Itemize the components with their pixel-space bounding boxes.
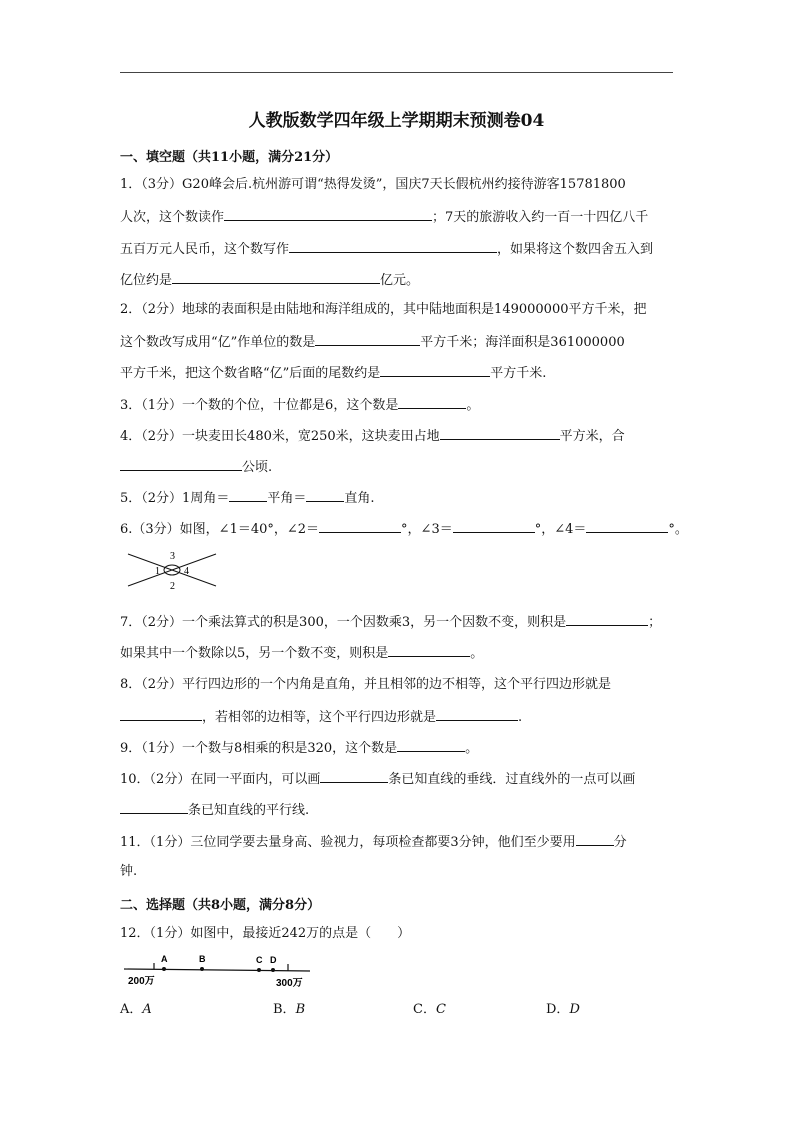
answer-blank[interactable] <box>172 270 380 284</box>
answer-blank[interactable] <box>397 738 465 752</box>
q2-line3: 平方千米，把这个数省略“亿”后面的尾数约是 平方千米. <box>120 363 546 383</box>
answer-blank[interactable] <box>436 707 518 721</box>
q7-line2: 如果其中一个数除以5，另一个数不变，则积是 。 <box>120 643 483 663</box>
answer-blank[interactable] <box>120 800 188 814</box>
answer-blank[interactable] <box>380 363 490 377</box>
point-a <box>162 967 166 971</box>
point-d <box>271 968 275 972</box>
point-label-d: D <box>270 955 277 965</box>
q1-line4: 亿位约是 亿元。 <box>120 270 419 290</box>
page-title: 人教版数学四年级上学期期末预测卷04 <box>248 111 545 131</box>
point-label-b: B <box>199 954 206 964</box>
option-b[interactable]: B．B <box>273 1002 306 1017</box>
answer-blank[interactable] <box>315 332 420 346</box>
option-c[interactable]: C．C <box>413 1002 446 1017</box>
q8-line2: ，若相邻的边相等，这个平行四边形就是 . <box>120 707 522 727</box>
q4-line2: 公顷. <box>120 457 272 477</box>
option-a[interactable]: A．A <box>120 1002 152 1017</box>
answer-blank[interactable] <box>306 488 344 502</box>
answer-blank[interactable] <box>566 612 648 626</box>
angle-label-1: 1 <box>155 566 160 577</box>
q1-line1: 1．（3分）G20峰会后.杭州游可谓“热得发烫”，国庆7天长假杭州约接待游客15781800 <box>120 177 626 192</box>
header-rule <box>120 72 673 73</box>
angle-label-2: 2 <box>170 581 175 592</box>
answer-blank[interactable] <box>120 457 242 471</box>
q5-line: 5．（2分）1周角＝ 平角＝ 直角. <box>120 488 374 508</box>
q3-line: 3．（1分）一个数的个位，十位都是6，这个数是 。 <box>120 395 479 415</box>
intersecting-lines-figure <box>124 548 224 592</box>
angle-label-3: 3 <box>170 551 175 562</box>
section-choice-heading: 二、选择题（共8小题，满分8分） <box>120 898 321 913</box>
label-200-wan: 200万 <box>128 976 155 987</box>
q10-line2: 条已知直线的平行线. <box>120 800 309 820</box>
q4-line1: 4．（2分）一块麦田长480米，宽250米，这块麦田占地 平方米，合 <box>120 426 625 446</box>
answer-blank[interactable] <box>229 488 267 502</box>
q1-line2: 人次，这个数读作 ；7天的旅游收入约一百一十四亿八千 <box>120 207 648 227</box>
answer-blank[interactable] <box>320 769 388 783</box>
q1-line3: 五百万元人民币，这个数写作 ，如果将这个数四舍五入到 <box>120 239 653 259</box>
label-300-wan: 300万 <box>276 978 303 989</box>
option-d[interactable]: D．D <box>546 1002 580 1017</box>
angle-label-4: 4 <box>184 566 189 577</box>
number-line-figure <box>120 952 320 992</box>
section-fill-in-heading: 一、填空题（共11小题，满分21分） <box>120 150 339 165</box>
q8-line1: 8．（2分）平行四边形的一个内角是直角，并且相邻的边不相等，这个平行四边形就是 <box>120 677 612 692</box>
q11-line2: 钟. <box>120 864 138 879</box>
number-line-axis <box>124 969 310 971</box>
q6-line: 6.（3分）如图，∠1＝40°，∠2＝ °，∠3＝ °，∠4＝ °。 <box>120 519 688 539</box>
point-b <box>200 967 204 971</box>
answer-blank[interactable] <box>576 832 614 846</box>
answer-blank[interactable] <box>398 395 466 409</box>
q12-line: 12．（1分）如图中，最接近242万的点是（ ） <box>120 926 411 941</box>
answer-blank[interactable] <box>453 519 535 533</box>
point-label-a: A <box>161 954 168 964</box>
answer-blank[interactable] <box>440 426 560 440</box>
answer-blank[interactable] <box>319 519 401 533</box>
q2-line2: 这个数改写成用“亿”作单位的数是 平方千米；海洋面积是361000000 <box>120 332 625 352</box>
q11-line1: 11．（1分）三位同学要去量身高、验视力，每项检查都要3分钟，他们至少要用 分 <box>120 832 627 852</box>
point-c <box>257 968 261 972</box>
q10-line1: 10．（2分）在同一平面内，可以画 条已知直线的垂线．过直线外的一点可以画 <box>120 769 635 789</box>
answer-blank[interactable] <box>289 239 497 253</box>
q2-line1: 2．（2分）地球的表面积是由陆地和海洋组成的，其中陆地面积是149000000平方千米，把 <box>120 302 647 317</box>
answer-blank[interactable] <box>224 207 432 221</box>
q9-line: 9．（1分）一个数与8相乘的积是320，这个数是 。 <box>120 738 478 758</box>
answer-blank[interactable] <box>120 707 202 721</box>
q7-line1: 7．（2分）一个乘法算式的积是300，一个因数乘3，另一个因数不变，则积是 ； <box>120 612 661 632</box>
answer-blank[interactable] <box>388 643 470 657</box>
point-label-c: C <box>256 955 263 965</box>
answer-blank[interactable] <box>586 519 668 533</box>
